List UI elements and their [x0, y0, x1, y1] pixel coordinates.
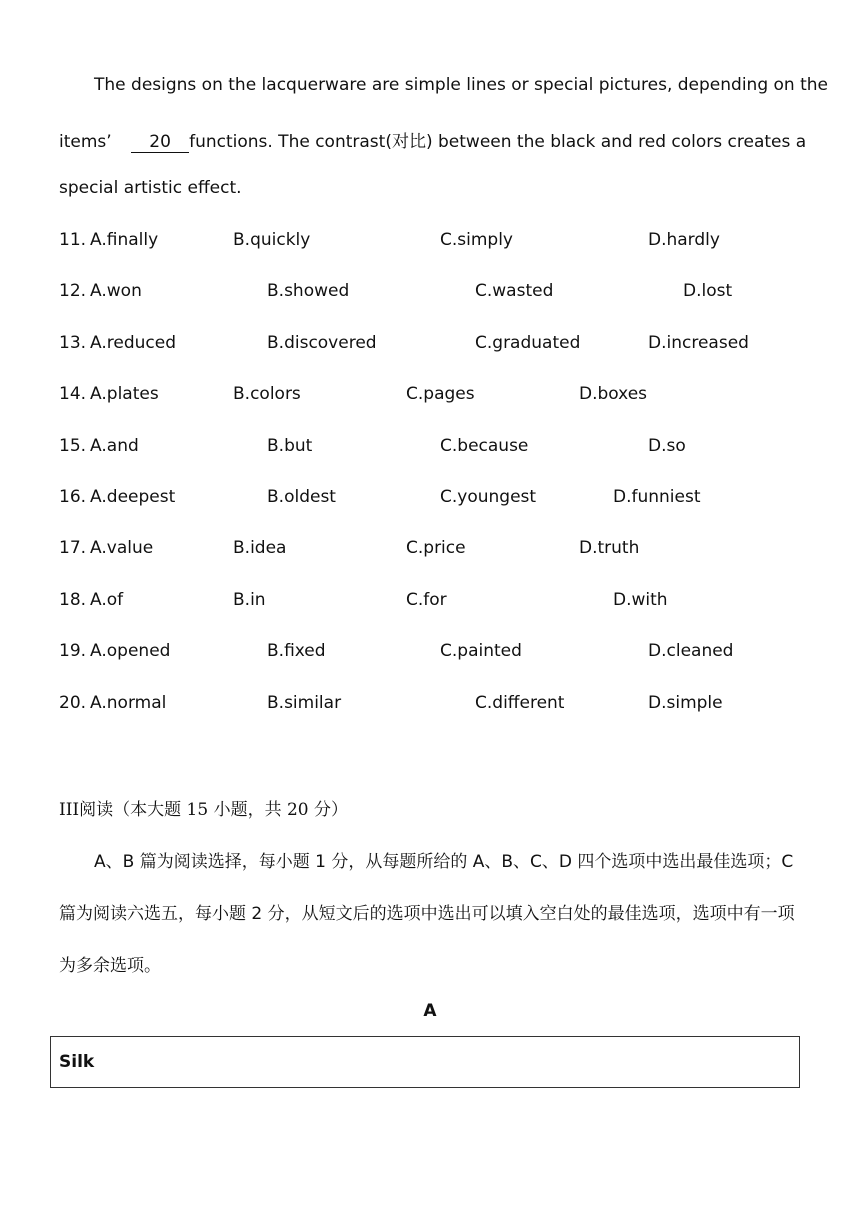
option-a: A.opened — [90, 641, 171, 662]
option-b: B.similar — [267, 692, 342, 713]
option-c: C.simply — [440, 230, 513, 250]
question-number: 12. — [59, 281, 87, 302]
passage-line-2-suffix: functions. The contrast(对比) between the black and red colors creates a — [189, 132, 807, 152]
section-instruction-2: 篇为阅读六选五，每小题 2 分，从短文后的选项中选出可以填入空白处的最佳选项，选项中有一项 — [59, 904, 795, 924]
option-b: B.discovered — [267, 332, 377, 353]
option-a: A.and — [90, 435, 139, 456]
option-a: A.plates — [90, 384, 159, 405]
passage-box — [50, 1036, 800, 1088]
option-c: C.youngest — [440, 487, 537, 507]
passage-line-2-prefix: items’ — [59, 132, 112, 152]
question-number-and-option-a — [59, 281, 142, 301]
question-number: 17. — [59, 538, 87, 559]
option-a: A.of — [90, 589, 124, 610]
question-number-and-option-a — [59, 641, 170, 661]
section-instruction-3: 为多余选项。 — [59, 956, 161, 976]
question-number: 19. — [59, 641, 87, 662]
answer-blank-20: 20 — [131, 132, 189, 153]
section-instruction-1: A、B 篇为阅读选择，每小题 1 分，从每题所给的 A、B、C、D 四个选项中选出最佳选项；C — [94, 852, 794, 872]
option-b: B.in — [233, 589, 266, 610]
option-c: C.because — [440, 435, 529, 456]
option-a: A.deepest — [90, 487, 176, 507]
question-number: 16. — [59, 487, 87, 507]
question-number-and-option-a — [59, 538, 153, 558]
option-d: D.cleaned — [648, 641, 734, 662]
passage-line-2 — [59, 127, 806, 153]
option-b: B.showed — [267, 281, 350, 302]
option-a: A.finally — [90, 230, 159, 250]
option-b: B.idea — [233, 538, 287, 559]
option-c: C.wasted — [475, 281, 554, 302]
option-b: B.colors — [233, 384, 301, 405]
option-d: D.hardly — [648, 230, 720, 250]
passage-box-title: Silk — [59, 1052, 95, 1072]
option-c: C.painted — [440, 641, 522, 662]
option-d: D.funniest — [613, 487, 701, 507]
question-number-and-option-a — [59, 333, 176, 353]
passage-line-3: special artistic effect. — [59, 178, 242, 198]
part-label: A — [423, 1001, 437, 1021]
option-b: B.but — [267, 435, 313, 456]
question-number: 11. — [59, 230, 87, 250]
question-number: 14. — [59, 384, 87, 405]
option-a: A.reduced — [90, 332, 177, 353]
passage-line-1: The designs on the lacquerware are simple lines or special pictures, depending on the — [94, 75, 829, 95]
option-d: D.truth — [579, 538, 640, 559]
option-c: C.for — [406, 589, 447, 610]
option-c: C.graduated — [475, 332, 581, 353]
option-d: D.with — [613, 589, 668, 610]
option-a: A.won — [90, 281, 142, 302]
option-d: D.increased — [648, 332, 749, 353]
question-number: 15. — [59, 435, 87, 456]
option-a: A.value — [90, 538, 154, 559]
question-number-and-option-a — [59, 487, 175, 507]
option-b: B.oldest — [267, 487, 336, 507]
question-number-and-option-a — [59, 384, 159, 404]
option-d: D.so — [648, 435, 686, 456]
option-d: D.simple — [648, 692, 723, 713]
option-c: C.different — [475, 692, 565, 713]
question-number-and-option-a — [59, 590, 123, 610]
question-number-and-option-a — [59, 230, 158, 250]
question-number-and-option-a — [59, 693, 166, 713]
question-number: 18. — [59, 589, 87, 610]
option-c: C.pages — [406, 384, 475, 405]
question-number-and-option-a — [59, 436, 139, 456]
question-number: 20. — [59, 692, 87, 713]
option-d: D.lost — [683, 281, 733, 302]
option-d: D.boxes — [579, 384, 648, 405]
option-a: A.normal — [90, 692, 167, 713]
option-b: B.fixed — [267, 641, 326, 662]
section-heading: III阅读（本大题 15 小题，共 20 分） — [59, 800, 349, 820]
question-number: 13. — [59, 332, 87, 353]
option-b: B.quickly — [233, 230, 311, 250]
option-c: C.price — [406, 538, 466, 559]
